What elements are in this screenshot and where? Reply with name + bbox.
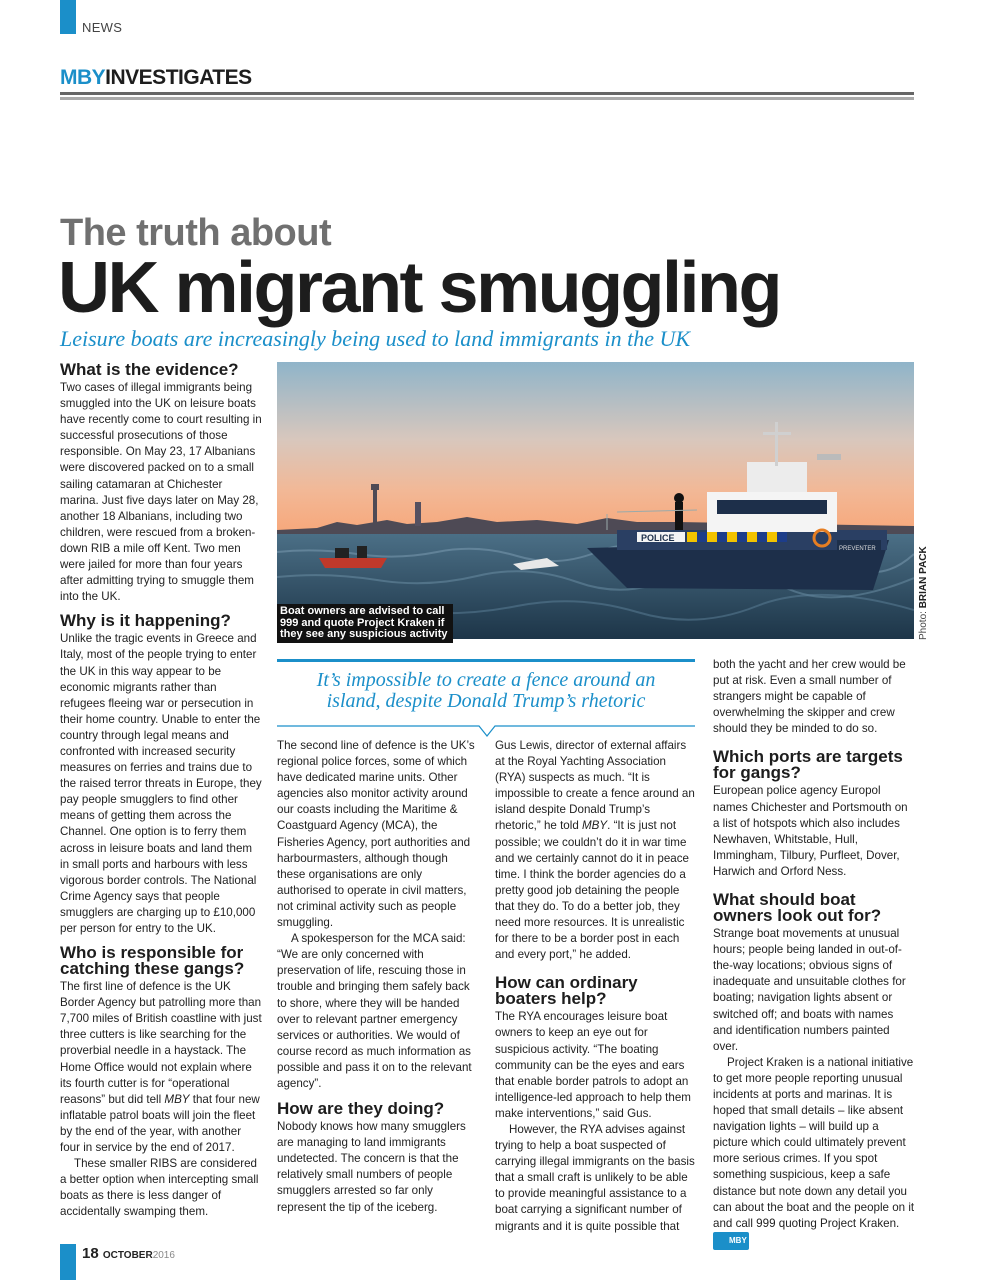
paragraph-text: Gus Lewis, director of external affairs at the Royal Yachting Association (RYA) suspects as much. “It is impossible to create a fence around an island despite Donald Trump’s rhetoric,” he told: [495, 739, 695, 833]
photo-caption: [277, 604, 453, 643]
paragraph: Two cases of illegal immigrants being smuggled into the UK on leisure boats have recently come to court resulting in successful prosecutions of those responsible. On May 23, 17 Albanians were discovered packed on to a small sailing catamaran at Chichester marina. Just five days later on May 28, another 18 Albanians, including two children, were rescued from a broken-down RIB a mile off Kent. Two men were jailed for more than four years after admitting trying to smuggle them into the UK.: [60, 381, 262, 604]
photo-credit-prefix: Photo:: [918, 608, 929, 640]
mby-investigates-header: [60, 66, 252, 90]
column-1: [60, 362, 262, 1221]
paragraph-text: . “It is just not possible; we couldn’t do it in war time and we certainly cannot do it in peace time. I think the border agencies do a pretty good job detaining the people that they do. To do a better job, they need more resources. It is unrealistic for there to be a border post in each and every port,” he added.: [495, 819, 689, 962]
photo-caption-line: 999 and quote Project Kraken if: [280, 616, 445, 629]
headline: UK migrant smuggling: [58, 248, 780, 328]
paragraph: [495, 738, 697, 963]
mby-mention: MBY: [164, 1092, 190, 1106]
header-rule: [60, 92, 914, 95]
paragraph: These smaller RIBS are considered a better option when intercepting small boats as there is less danger of accidentally swamping them.: [60, 1157, 259, 1219]
boat-police-label: POLICE: [641, 533, 675, 543]
subhead-who: Who is responsible for catching these gangs?: [60, 943, 245, 979]
paragraph: However, the RYA advises against trying to help a boat suspected of carrying illegal immigrants on the basis that a small craft is unlikely to be able to provide meaningful assistance to a boat carrying a significant number of migrants and it is quite possible that: [495, 1122, 695, 1233]
standfirst: Leisure boats are increasingly being used to land immigrants in the UK: [60, 326, 691, 351]
boat-name-label: PREVENTER: [839, 546, 876, 552]
photo-credit: [918, 546, 929, 640]
folio: [82, 1245, 175, 1262]
photo-caption-line: Boat owners are advised to call: [280, 605, 445, 617]
photo-caption-line: they see any suspicious activity: [280, 628, 448, 640]
mby-end-mark: MBY: [713, 1232, 749, 1250]
police-boat-photo: [277, 362, 914, 639]
subhead-how-doing: How are they doing?: [277, 1099, 445, 1119]
column-4: [713, 657, 915, 1250]
subhead-look-out: What should boat owners look out for?: [713, 890, 882, 926]
subhead-evidence: What is the evidence?: [60, 360, 239, 379]
paragraph-text: Project Kraken is a national initiative to get more people reporting unusual incidents at ports and marinas. It is hoped that small details – like absent navigation lights – will build up a picture which could ultimately prevent more serious crimes. If you spot something suspicious, keep a safe distance but note down any detail you can about the boat and the people on it and call 999 quoting Project Kraken.: [713, 1055, 915, 1230]
subhead-which-ports: Which ports are targets for gangs?: [713, 747, 903, 783]
folio-month: OCTOBER: [102, 1250, 153, 1261]
paragraph: The RYA encourages leisure boat owners to keep an eye out for suspicious activity. “The boating community can be the eyes and ears that enable border patrols to adopt an intelligence-led approach to help them make interventions,” said Gus.: [495, 1010, 691, 1120]
pull-quote-line: It’s impossible to create a fence around an: [316, 669, 656, 691]
folio-year: 2016: [152, 1250, 175, 1261]
investigates-text: INVESTIGATES: [105, 66, 252, 89]
paragraph: The second line of defence is the UK’s regional police forces, some of which have dedicated marine units. Other agencies also monitor activity around our coasts including the Maritime & Coastguard Agency (MCA), the Fisheries Agency, port authorities and harbourmasters, although though these organisations are only authorised to operate in civil matters, not criminal activity such as people smuggling.: [277, 739, 475, 930]
pull-quote-top-rule: [277, 659, 695, 662]
paragraph: both the yacht and her crew would be put at risk. Even a small number of strangers might be capable of overwhelming the skipper and crew should they be minded to do so.: [713, 658, 906, 736]
paragraph: Nobody knows how many smugglers are managing to land immigrants undetected. The concern is that the relatively small numbers of people smugglers arrested so far only represent the tip of the iceberg.: [277, 1120, 466, 1214]
pull-quote: [277, 670, 695, 712]
pull-quote-line: island, despite Donald Trump’s rhetoric: [326, 690, 646, 712]
subhead-how-help: How can ordinary boaters help?: [495, 973, 638, 1009]
paragraph-text: The first line of defence is the UK Border Agency but patrolling more than 7,700 miles of British coastline with just three cutters is like searching for the proverbial needle in a haystack. The Home Office would not explain where its fourth cutter is for “operational reasons” but did tell: [60, 980, 262, 1106]
photo-credit-name: BRIAN PACK: [918, 546, 929, 609]
paragraph: [60, 979, 262, 1156]
paragraph: European police agency Europol names Chichester and Portsmouth on a list of hotspots which also includes Newhaven, Whitstable, Hull, Immingham, Tilbury, Purfleet, Dover, Harwich and Orford Ness.: [713, 784, 908, 878]
paragraph: A spokesperson for the MCA said: “We are only concerned with preservation of life, rescuing those in trouble and bringing them safely back to shore, where they will be handed over to relevant partner emergency services or authorities. We would of course record as much information as possible and pass it on to the relevant agency”.: [277, 932, 472, 1090]
paragraph: [713, 1055, 915, 1250]
column-2: [277, 738, 479, 1216]
sunset-harbour-illustration: [277, 362, 914, 639]
kicker: The truth about: [60, 212, 332, 254]
folio-tab-marker: [60, 1244, 76, 1280]
column-3: [495, 738, 697, 1235]
page-number: 18: [82, 1245, 99, 1262]
paragraph: Strange boat movements at unusual hours; people being landed in out-of-the-way locations; obvious signs of inadequate and unsuitable clothes for boating; navigation lights absent or switched off; and boats with names and identification numbers painted over.: [713, 927, 906, 1053]
subhead-why: Why is it happening?: [60, 611, 231, 631]
section-label: NEWS: [82, 20, 123, 35]
mby-mention: MBY: [582, 819, 608, 833]
paragraph: Unlike the tragic events in Greece and Italy, most of the people trying to enter the UK in this way appear to be economic migrants rather than refugees fleeing war or persecution in their home country. Unable to enter the country through legal means and confronted with increased security measures on ferries and trains due to the raised terror threats in Europe, they pay people smugglers to find other means of getting them across the Channel. One option is to ferry them across in leisure boats and land them in small ports and harbours with less vigorous border controls. The National Crime Agency says that people smugglers are charging up to £10,000 per person for entry to the UK.: [60, 632, 262, 935]
mby-logo-text: MBY: [60, 66, 106, 89]
header-rule-secondary: [60, 97, 914, 100]
section-tab-marker: [60, 0, 76, 34]
paragraph-text: that four new inflatable patrol boats will join the fleet by the end of the year, with another four in service by the end of 2017.: [60, 1092, 260, 1155]
